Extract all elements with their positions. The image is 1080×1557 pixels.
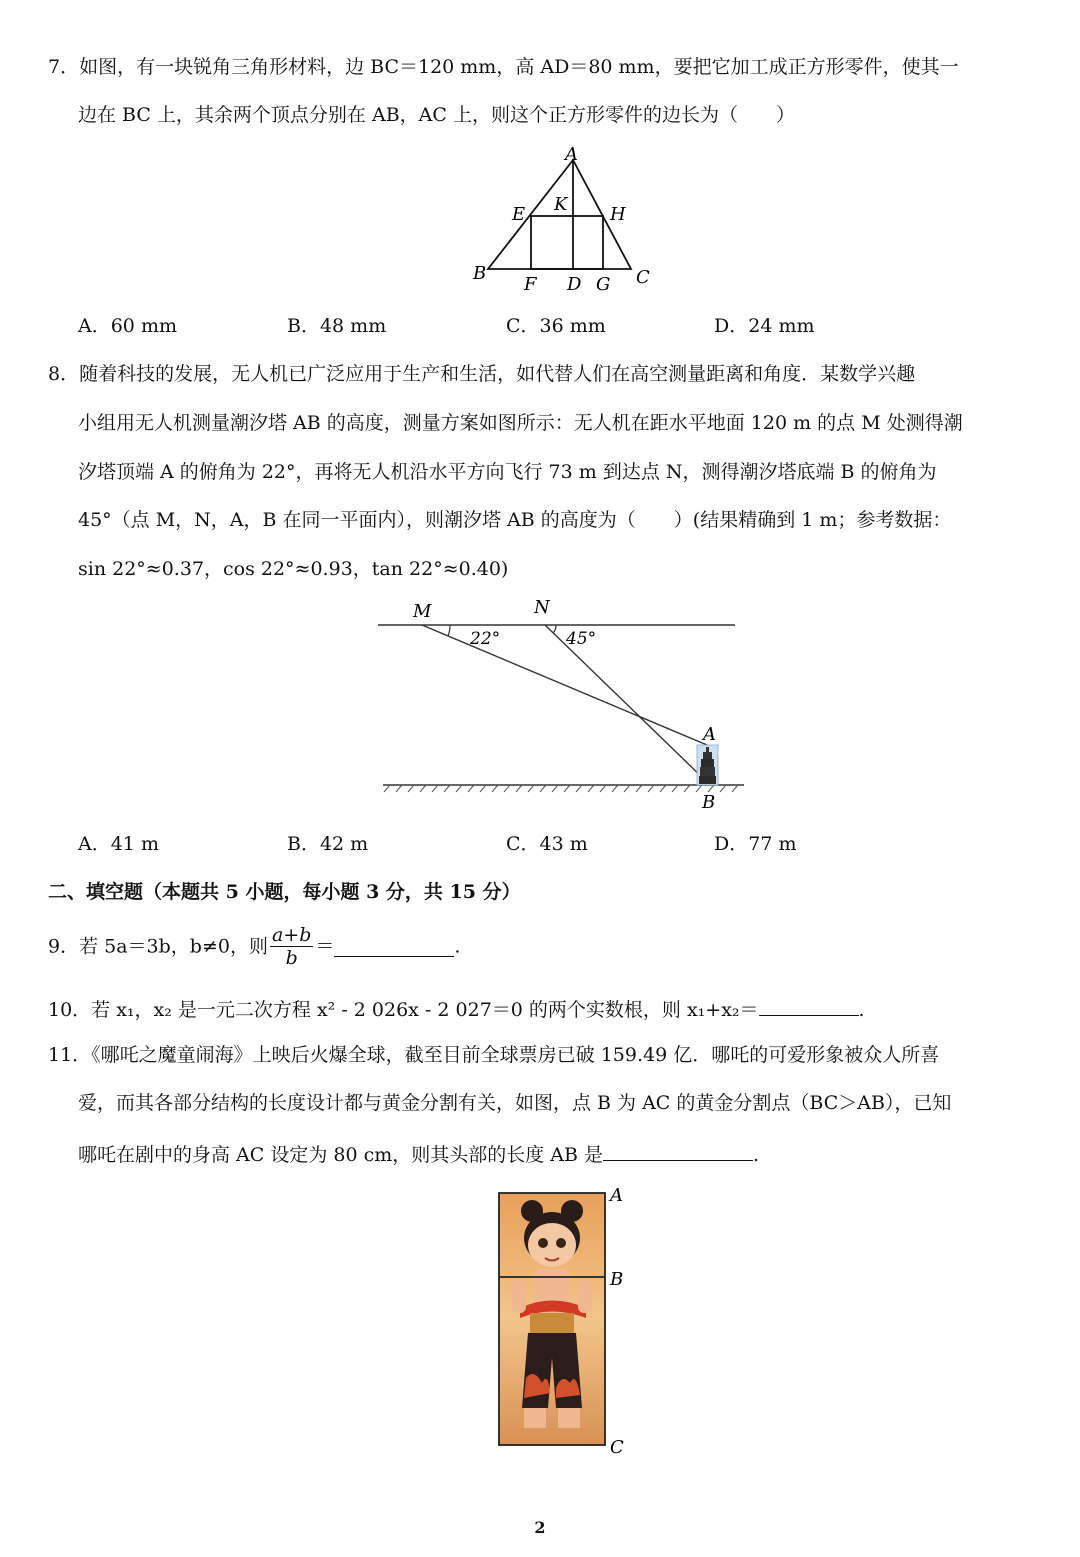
tidal-tower-icon bbox=[697, 745, 718, 785]
page-number: 2 bbox=[534, 1518, 546, 1537]
label-d: D bbox=[567, 274, 582, 295]
q9 bbox=[48, 924, 460, 969]
q8-drone-figure bbox=[370, 592, 750, 817]
label-a-head-top: A bbox=[610, 1185, 623, 1206]
q8-line1: 8．随着科技的发展，无人机已广泛应用于生产和生活，如代替人们在高空测量距离和角度．某数学兴趣 bbox=[48, 363, 916, 385]
q8-option-a: A．41 m bbox=[78, 833, 159, 855]
q8-line3: 汐塔顶端 A 的俯角为 22°，再将无人机沿水平方向飞行 73 m 到达点 N，测得潮汐塔底端 B 的俯角为 bbox=[78, 461, 937, 483]
section-fill-in-title: 二、填空题（本题共 5 小题，每小题 3 分，共 15 分） bbox=[48, 881, 521, 903]
q9-equals: ＝ bbox=[315, 935, 335, 958]
q7-option-d: D．24 mm bbox=[714, 315, 815, 337]
label-m: M bbox=[413, 601, 432, 622]
q11-nezha-figure bbox=[490, 1183, 640, 1458]
q10-period: . bbox=[858, 999, 865, 1021]
q8-option-b: B．42 m bbox=[287, 833, 369, 855]
label-h: H bbox=[610, 204, 626, 225]
q8-line2: 小组用无人机测量潮汐塔 AB 的高度，测量方案如图所示：无人机在距水平地面 120 m 的点 M 处测得潮 bbox=[78, 412, 963, 434]
label-b-tower-base: B bbox=[702, 792, 716, 813]
q11-line3-text: 哪吒在剧中的身高 AC 设定为 80 cm，则其头部的长度 AB 是 bbox=[78, 1144, 604, 1166]
q11-line3 bbox=[78, 1140, 759, 1167]
label-c-feet: C bbox=[610, 1437, 624, 1458]
label-g: G bbox=[596, 274, 611, 295]
q7-option-c: C．36 mm bbox=[506, 315, 606, 337]
label-b-golden-point: B bbox=[610, 1269, 624, 1290]
q9-numerator: a+b bbox=[271, 924, 312, 946]
q8-line4: 45°（点 M，N，A，B 在同一平面内），则潮汐塔 AB 的高度为（ ）(结果精确到 1 m；参考数据： bbox=[78, 509, 952, 531]
q8-line5: sin 22°≈0.37，cos 22°≈0.93，tan 22°≈0.40) bbox=[78, 558, 509, 580]
q8-option-c: C．43 m bbox=[506, 833, 588, 855]
label-c: C bbox=[636, 267, 650, 288]
angle-label-22: 22° bbox=[470, 629, 501, 649]
q7-line2: 边在 BC 上，其余两个顶点分别在 AB，AC 上，则这个正方形零件的边长为（ ） bbox=[78, 104, 795, 126]
q9-prefix: 9．若 5a＝3b，b≠0，则 bbox=[48, 935, 268, 958]
q9-period: . bbox=[454, 935, 461, 958]
q9-fraction bbox=[270, 924, 313, 969]
q7-line1: 7．如图，有一块锐角三角形材料，边 BC＝120 mm，高 AD＝80 mm，要把它加工成正方形零件，使其一 bbox=[48, 56, 959, 78]
q7-option-a: A．60 mm bbox=[78, 315, 177, 337]
label-a: A bbox=[565, 144, 578, 165]
q9-answer-blank[interactable] bbox=[334, 936, 454, 957]
q10-text: 10．若 x₁，x₂ 是一元二次方程 x² - 2 026x - 2 027＝0 的两个实数根，则 x₁+x₂＝ bbox=[48, 999, 759, 1021]
q10 bbox=[48, 995, 865, 1022]
square-efgh bbox=[531, 216, 603, 269]
label-a-tower-top: A bbox=[703, 724, 716, 745]
q11-line1: 11．《哪吒之魔童闹海》上映后火爆全球，截至目前全球票房已破 159.49 亿．哪吒的可爱形象被众人所喜 bbox=[48, 1044, 940, 1066]
q11-answer-blank[interactable] bbox=[603, 1140, 753, 1161]
label-n: N bbox=[534, 597, 550, 618]
angle-label-45: 45° bbox=[566, 629, 597, 649]
q11-line2: 爱，而其各部分结构的长度设计都与黄金分割有关，如图，点 B 为 AC 的黄金分割点（BC＞AB），已知 bbox=[78, 1092, 952, 1114]
label-k: K bbox=[554, 194, 568, 215]
q9-denominator: b bbox=[285, 947, 298, 969]
q8-option-d: D．77 m bbox=[714, 833, 797, 855]
q11-period: . bbox=[753, 1144, 760, 1166]
label-b: B bbox=[473, 263, 487, 284]
label-f: F bbox=[524, 274, 537, 295]
q10-answer-blank[interactable] bbox=[759, 995, 859, 1016]
q7-triangle-figure bbox=[465, 140, 665, 300]
label-e: E bbox=[512, 204, 526, 225]
q7-option-b: B．48 mm bbox=[287, 315, 387, 337]
